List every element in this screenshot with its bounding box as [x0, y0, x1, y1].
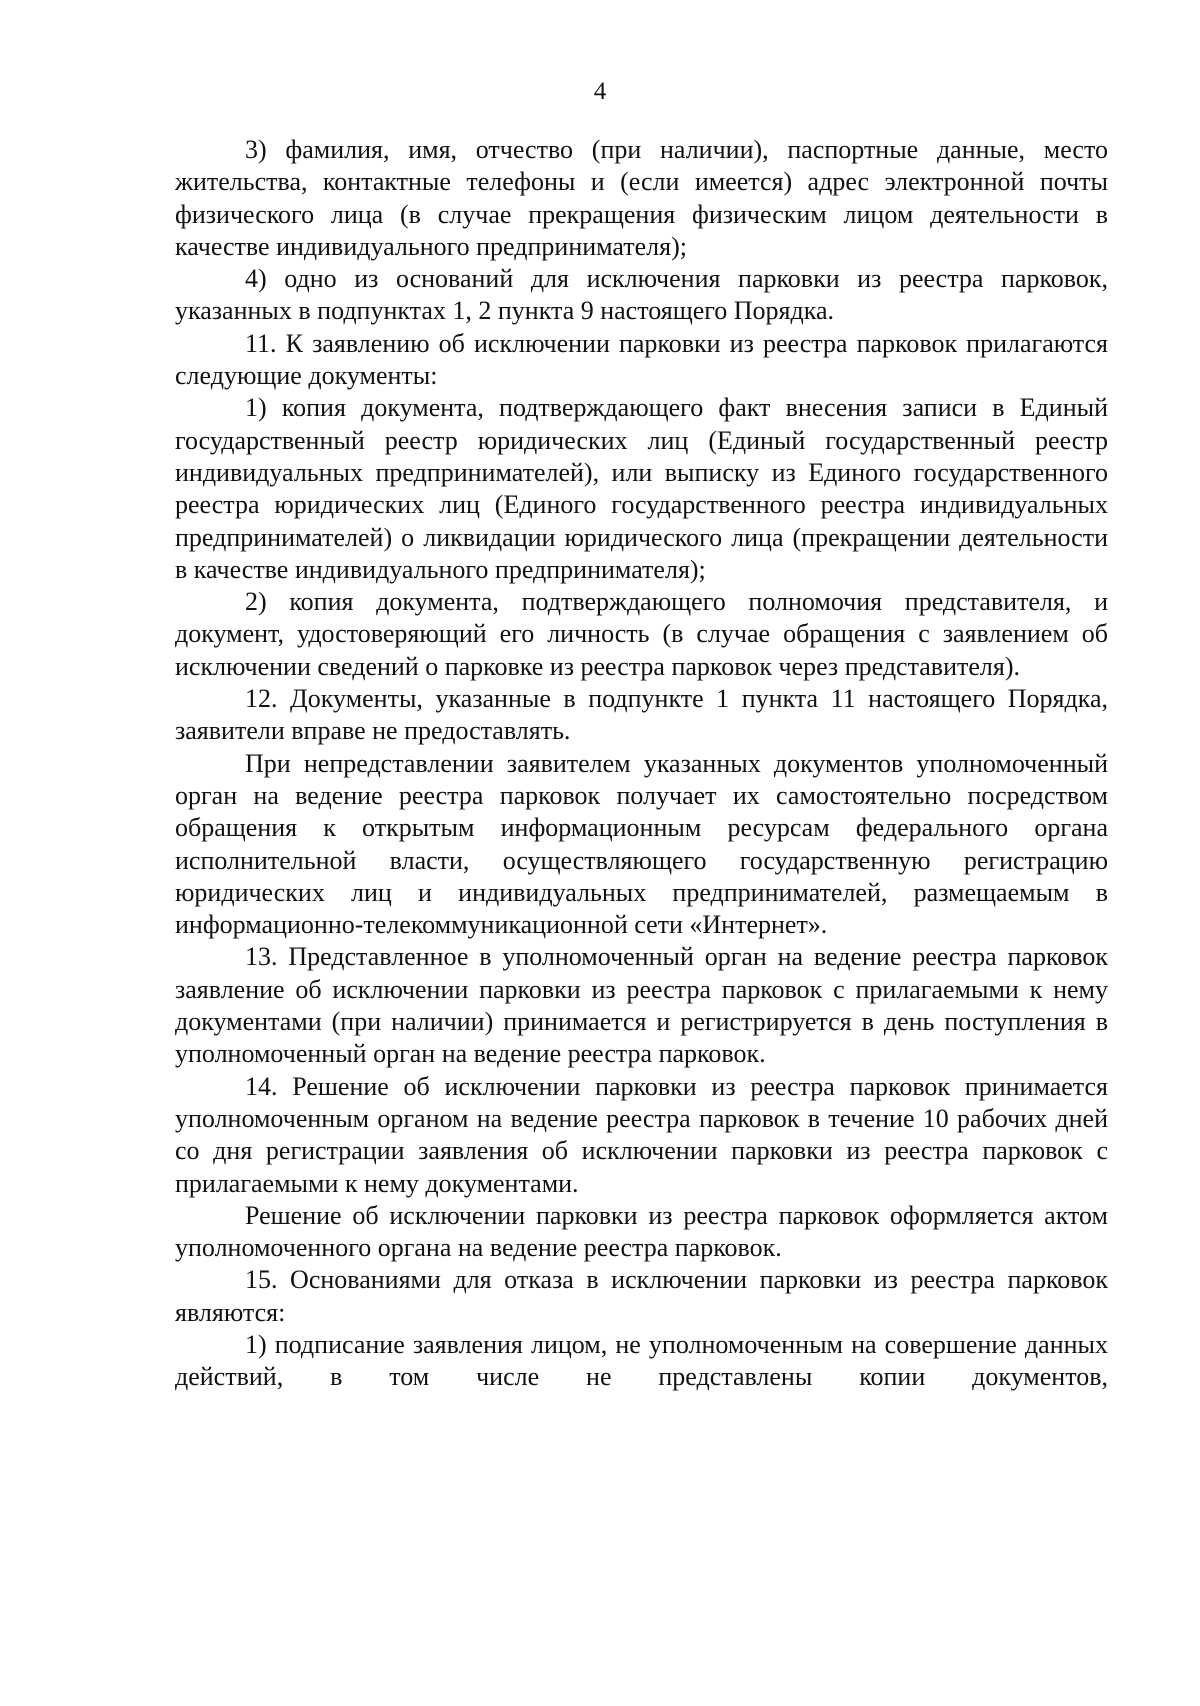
- paragraph-section-14-continued: Решение об исключении парковки из реестра парковок оформляется актом уполномоченного органа на ведение реестра парковок.: [175, 1200, 1108, 1263]
- paragraph-section-15-item-1: 1) подписание заявления лицом, не уполномоченным на совершение данных действий, в том числе не представлены копии документов,: [175, 1329, 1108, 1392]
- paragraph-section-12: 12. Документы, указанные в подпункте 1 пункта 11 настоящего Порядка, заявители вправе не предоставлять.: [175, 684, 1108, 746]
- paragraph-section-13: 13. Представленное в уполномоченный орган на ведение реестра парковок заявление об исключении парковки из реестра парковок с прилагаемыми к нему документами (при наличии) принимается и регистрируется в день поступления в уполномоченный орган на ведение реестра парковок.: [175, 942, 1108, 1069]
- page-number: 4: [593, 78, 607, 105]
- paragraph-section-11: 11. К заявлению об исключении парковки из реестра парковок прилагаются следующие документы:: [175, 328, 1108, 391]
- paragraph-section-11-item-2: 2) копия документа, подтверждающего полномочия представителя, и документ, удостоверяющий его личность (в случае обращения с заявлением об исключении сведений о парковке из реестра парковок через представителя).: [175, 587, 1108, 681]
- paragraph-section-15: 15. Основаниями для отказа в исключении парковки из реестра парковок являются:: [175, 1265, 1108, 1327]
- paragraph-section-12-continued: При непредставлении заявителем указанных документов уполномоченный орган на ведение реестра парковок получает их самостоятельно посредством обращения к открытым информационным ресурсам федерального органа исполнительной власти, осуществляющего государственную регистрацию юридических лиц и индивидуальных предпринимателей, размещаемым в информационно-телекоммуникационной сети «Интернет».: [175, 748, 1108, 940]
- document-body: [175, 134, 1108, 1394]
- paragraph-item-3: 3) фамилия, имя, отчество (при наличии), паспортные данные, место жительства, контактные телефоны и (если имеется) адрес электронной почты физического лица (в случае прекращения физическим лицом деятельности в качестве индивидуального предпринимателя);: [175, 135, 1108, 261]
- paragraph-section-11-item-1: 1) копия документа, подтверждающего факт внесения записи в Единый государственный реестр юридических лиц (Единый государственный реестр индивидуальных предпринимателей), или выписку из Единого государственного реестра юридических лиц (Единого государственного реестра индивидуальных предпринимателей) о ликвидации юридического лица (прекращении деятельности в качестве индивидуального предпринимателя);: [175, 393, 1108, 584]
- paragraph-section-14: 14. Решение об исключении парковки из реестра парковок принимается уполномоченным органом на ведение реестра парковок в течение 10 рабочих дней со дня регистрации заявления об исключении парковки из реестра парковок с прилагаемыми к нему документами.: [175, 1071, 1108, 1198]
- paragraph-item-4: 4) одно из оснований для исключения парковки из реестра парковок, указанных в подпунктах 1, 2 пункта 9 настоящего Порядка.: [175, 264, 1108, 326]
